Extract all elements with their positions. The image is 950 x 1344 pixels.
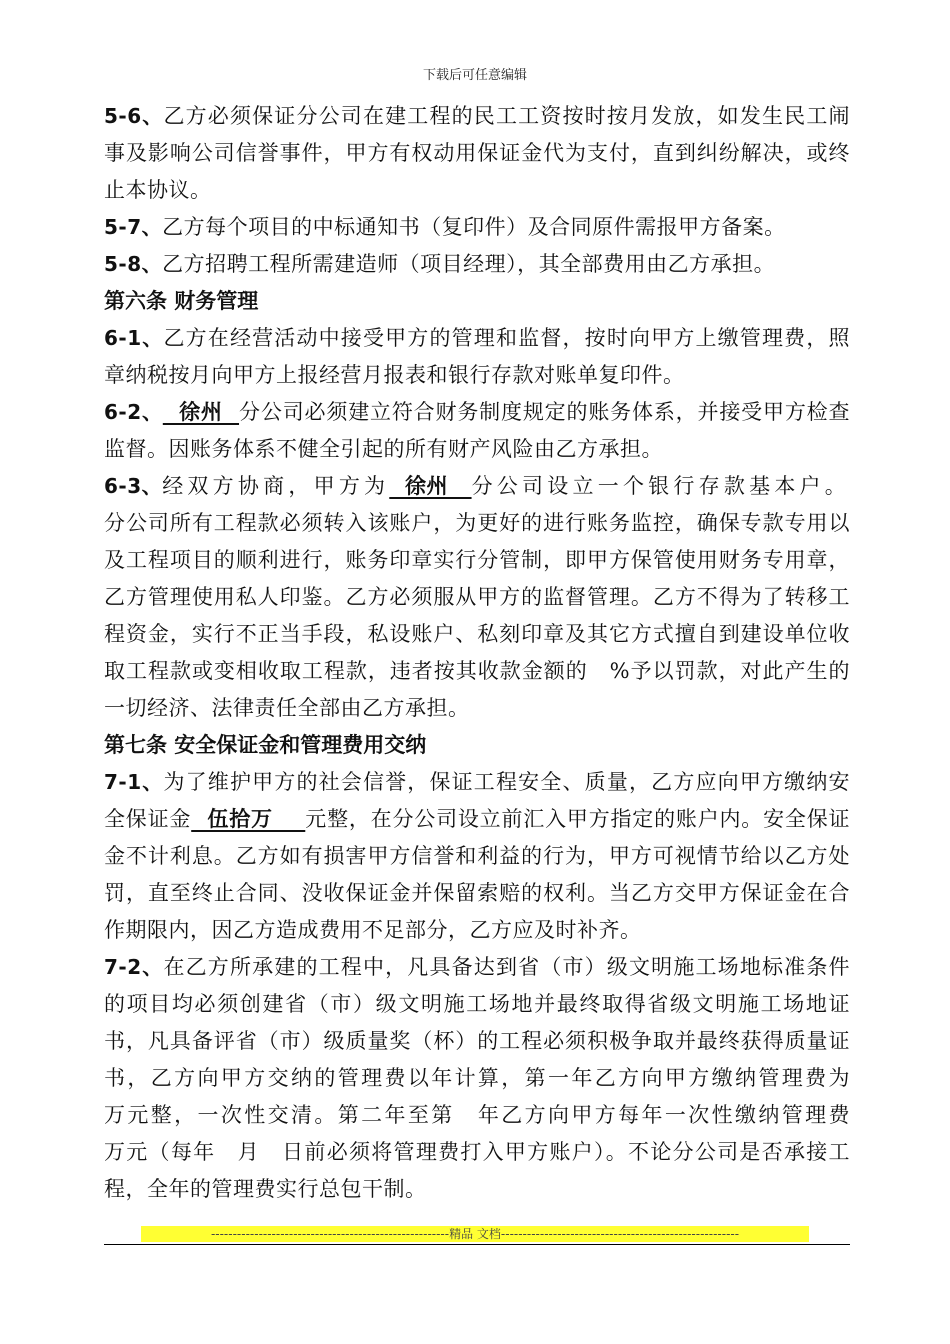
clause-text: 乙方必须保证分公司在建工程的民工工资按时按月发放，如发生民工闹事及影响公司信誉事件，甲方有权动用保证金代为支付，直到纠纷解决，或终止本协议。 xyxy=(104,104,850,202)
clause-7-2 xyxy=(104,949,893,1208)
clause-text: 分公司必须建立符合财务制度规定的账务体系，并接受甲方检查监督。因账务体系不健全引起的所有财产风险由乙方承担。 xyxy=(104,400,850,461)
article-6-heading: 第六条 财务管理 xyxy=(104,289,259,313)
clause-number: 7-2、 xyxy=(104,955,164,979)
clause-text: 在乙方所承建的工程中，凡具备达到省（市）级文明施工场地标准条件的项目均必须创建省（市）级文明施工场地并最终取得省级文明施工场地证书，凡具备评省（市）级质量奖（杯）的工程必须积极争取并最终获得质量证书，乙方向甲方交纳的管理费以年计算，第一年乙方向甲方缴纳管理费为 万元整，一次性交清。第二年至第 年乙方向甲方每年一次性缴纳管理费 万元（每年 月 日前必须将管理费打入甲方账户）。不论分公司是否承接工程，全年的管理费实行总包干制。 xyxy=(104,955,893,1201)
clause-number: 5-7、 xyxy=(104,215,163,239)
clause-5-6 xyxy=(104,98,850,209)
clause-number: 6-1、 xyxy=(104,326,164,350)
clause-text: 分公司所有工程款必须转入该账户，为更好的进行账务监控，确保专款专用以及工程项目的顺利进行，账务印章实行分管制，即甲方保管使用财务专用章，乙方管理使用私人印鉴。乙方必须服从甲方的监督管理。乙方不得为了转移工程资金，实行不正当手段，私设账户、私刻印章及其它方式擅自到建设单位收取工程款或变相收取工程款，违者按其收款金额的 %予以罚款，对此产生的一切经济、法律责任全部由乙方承担。 xyxy=(104,511,850,720)
page-header-note: 下载后可任意编辑 xyxy=(422,68,527,83)
clause-6-1 xyxy=(104,320,850,394)
clause-text: 乙方每个项目的中标通知书（复印件）及合同原件需报甲方备案。 xyxy=(162,215,786,239)
clause-number: 5-6、 xyxy=(104,104,164,128)
clause-text-post: 元整，在分公司设立前汇入甲方指定的账户内。安全保证金不计利息。乙方如有损害甲方信誉和利益的行为，甲方可视情节给以乙方处罚，直至终止合同、没收保证金并保留索赔的权利。当乙方交甲方保证金在合作期限内，因乙方造成费用不足部分，乙方应及时补齐。 xyxy=(104,807,850,942)
clause-text-post: 分公司设立一个银行存款基本户。 xyxy=(471,474,850,498)
document-body xyxy=(104,98,893,1208)
clause-number: 6-2、 xyxy=(104,400,163,424)
clause-5-7 xyxy=(104,209,850,246)
clause-6-2 xyxy=(104,394,850,468)
clause-7-1 xyxy=(104,764,850,949)
article-7-heading: 第七条 安全保证金和管理费用交纳 xyxy=(104,733,427,757)
branch-name-fill: 徐州 xyxy=(162,400,240,424)
clause-text: 乙方在经营活动中接受甲方的管理和监督，按时向甲方上缴管理费，照章纳税按月向甲方上报经营月报表和银行存款对账单复印件。 xyxy=(104,326,850,387)
clause-text: 乙方招聘工程所需建造师（项目经理），其全部费用由乙方承担。 xyxy=(162,252,776,276)
clause-number: 7-1、 xyxy=(104,770,164,794)
deposit-amount-fill: 伍拾万 xyxy=(191,807,306,831)
footer-divider xyxy=(104,1244,850,1245)
clause-text-pre: 为了维护甲方的社会信誉，保证工程安全、质量，乙方应向甲方缴纳安全保证金 xyxy=(104,770,850,831)
footer-watermark: -------------------------------------------------------精品 文档------------------------------------------------------- xyxy=(141,1226,809,1242)
clause-5-8 xyxy=(104,246,850,283)
clause-number: 5-8、 xyxy=(104,252,163,276)
clause-6-3 xyxy=(104,468,850,727)
clause-text-pre: 经双方协商，甲方为 xyxy=(162,474,390,498)
clause-number: 6-3、 xyxy=(104,474,163,498)
branch-name-fill: 徐州 xyxy=(389,474,472,498)
